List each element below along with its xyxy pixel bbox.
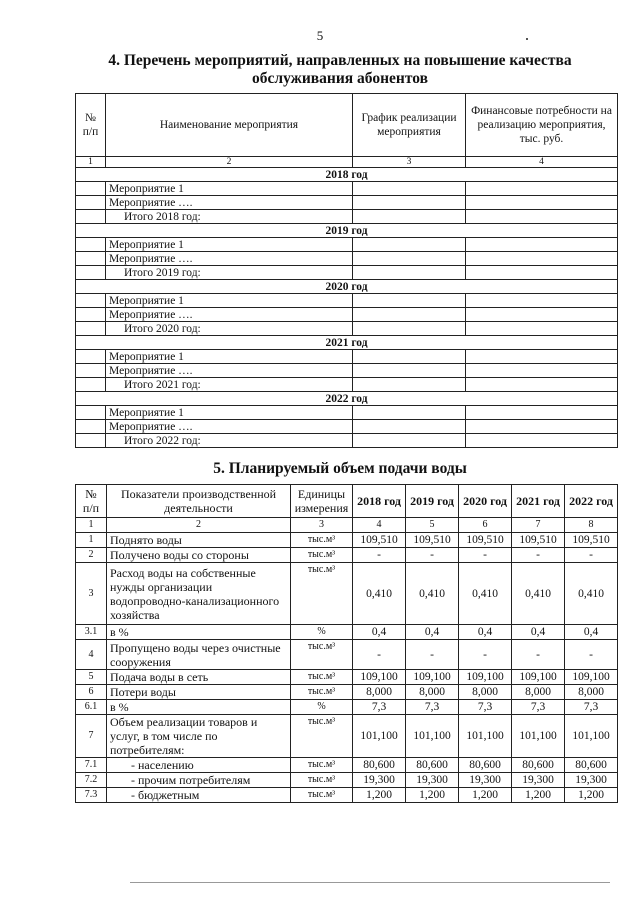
year-label: 2019 год [76, 224, 618, 238]
empty-cell [76, 266, 106, 280]
measure-row [76, 378, 618, 392]
empty-cell [466, 350, 618, 364]
measure-row [76, 252, 618, 266]
measure-name: Мероприятие 1 [106, 238, 353, 252]
measure-name: Мероприятие …. [106, 196, 353, 210]
supply-row [76, 625, 618, 640]
year-value: - [406, 640, 459, 670]
measure-row [76, 266, 618, 280]
year-value: 109,510 [512, 533, 565, 548]
year-value: 109,100 [565, 670, 618, 685]
empty-cell [76, 434, 106, 448]
year-value: - [353, 548, 406, 563]
empty-cell [353, 364, 466, 378]
year-value: 109,510 [406, 533, 459, 548]
measure-total: Итого 2021 год: [106, 378, 353, 392]
year-value: 7,3 [406, 700, 459, 715]
year-value: 8,000 [353, 685, 406, 700]
measures-header-row [76, 94, 618, 157]
year-value: 80,600 [353, 758, 406, 773]
measure-row [76, 294, 618, 308]
row-number: 6 [76, 685, 107, 700]
indicator-name: Получено воды со стороны [107, 548, 291, 563]
supply-row [76, 640, 618, 670]
row-number: 2 [76, 548, 107, 563]
year-value: - [406, 548, 459, 563]
year-value: 80,600 [406, 758, 459, 773]
year-label: 2021 год [76, 336, 618, 350]
water-supply-table [75, 484, 618, 803]
header-year: 2021 год [512, 485, 565, 518]
empty-cell [466, 378, 618, 392]
year-value: 1,200 [459, 788, 512, 803]
row-number: 7 [76, 715, 107, 758]
empty-cell [76, 210, 106, 224]
year-label: 2020 год [76, 280, 618, 294]
section4-title: 4. Перечень мероприятий, направленных на повышение качества обслуживания абонентов [108, 52, 572, 87]
year-value: - [459, 548, 512, 563]
header-measure-name: Наименование мероприятия [106, 94, 353, 157]
empty-cell [76, 322, 106, 336]
year-value: - [459, 640, 512, 670]
unit-label: тыс.м³ [291, 640, 353, 670]
year-value: 0,4 [353, 625, 406, 640]
year-value: - [565, 640, 618, 670]
year-value: 1,200 [565, 788, 618, 803]
header-year: 2022 год [565, 485, 618, 518]
measures-number-row [76, 157, 618, 168]
empty-cell [76, 252, 106, 266]
year-value: 0,4 [406, 625, 459, 640]
year-value: 0,410 [459, 563, 512, 625]
year-row [76, 224, 618, 238]
measure-name: Мероприятие 1 [106, 350, 353, 364]
measure-row [76, 238, 618, 252]
empty-cell [353, 378, 466, 392]
header-num: № п/п [76, 94, 106, 157]
header-year: 2019 год [406, 485, 459, 518]
measure-row [76, 420, 618, 434]
page-number: 5 [316, 28, 324, 43]
year-value: 0,410 [565, 563, 618, 625]
empty-cell [76, 308, 106, 322]
empty-cell [76, 182, 106, 196]
year-row [76, 280, 618, 294]
year-value: - [512, 640, 565, 670]
row-number: 7.3 [76, 788, 107, 803]
year-value: 7,3 [459, 700, 512, 715]
unit-label: тыс.м³ [291, 548, 353, 563]
measure-name: Мероприятие 1 [106, 294, 353, 308]
col-number: 2 [106, 157, 353, 168]
year-value: 7,3 [512, 700, 565, 715]
year-value: 0,410 [512, 563, 565, 625]
year-value: 19,300 [565, 773, 618, 788]
indicator-name: - бюджетным [107, 788, 291, 803]
empty-cell [353, 252, 466, 266]
unit-label: тыс.м³ [291, 788, 353, 803]
empty-cell [353, 266, 466, 280]
year-label: 2022 год [76, 392, 618, 406]
year-value: 19,300 [353, 773, 406, 788]
year-value: 0,4 [512, 625, 565, 640]
empty-cell [353, 294, 466, 308]
indicator-name: Пропущено воды через очистные сооружения [107, 640, 291, 670]
indicator-name: Поднято воды [107, 533, 291, 548]
page-bottom-line [130, 882, 610, 883]
unit-label: тыс.м³ [291, 670, 353, 685]
col-number: 5 [406, 518, 459, 533]
unit-label: тыс.м³ [291, 685, 353, 700]
year-value: 109,510 [353, 533, 406, 548]
measures-table [75, 93, 618, 448]
empty-cell [76, 420, 106, 434]
header-year: 2020 год [459, 485, 512, 518]
empty-cell [353, 322, 466, 336]
measure-name: Мероприятие …. [106, 420, 353, 434]
year-value: - [353, 640, 406, 670]
year-value: 0,4 [459, 625, 512, 640]
col-number: 3 [353, 157, 466, 168]
header-finance: Финансовые потребности на реализацию мероприятия, тыс. руб. [466, 94, 618, 157]
supply-row [76, 788, 618, 803]
unit-label: тыс.м³ [291, 563, 353, 625]
unit-label: тыс.м³ [291, 715, 353, 758]
supply-row [76, 758, 618, 773]
year-value: 101,100 [512, 715, 565, 758]
year-value: 80,600 [512, 758, 565, 773]
year-value: 0,4 [565, 625, 618, 640]
measure-name: Мероприятие …. [106, 364, 353, 378]
year-row [76, 168, 618, 182]
section5-title: 5. Планируемый объем подачи воды [213, 460, 467, 477]
unit-label: тыс.м³ [291, 773, 353, 788]
supply-row [76, 670, 618, 685]
empty-cell [466, 434, 618, 448]
year-value: 0,410 [353, 563, 406, 625]
year-value: 109,510 [459, 533, 512, 548]
measure-row [76, 182, 618, 196]
year-value: - [512, 548, 565, 563]
indicator-name: Потери воды [107, 685, 291, 700]
supply-row [76, 773, 618, 788]
measure-name: Мероприятие …. [106, 308, 353, 322]
empty-cell [353, 420, 466, 434]
year-value: 19,300 [512, 773, 565, 788]
supply-row [76, 548, 618, 563]
unit-label: % [291, 700, 353, 715]
indicator-name: в % [107, 625, 291, 640]
year-value: 1,200 [406, 788, 459, 803]
empty-cell [76, 378, 106, 392]
col-number: 2 [107, 518, 291, 533]
measure-name: Мероприятие 1 [106, 406, 353, 420]
empty-cell [76, 196, 106, 210]
row-number: 3 [76, 563, 107, 625]
measure-name: Мероприятие 1 [106, 182, 353, 196]
col-number: 1 [76, 518, 107, 533]
empty-cell [466, 252, 618, 266]
empty-cell [466, 294, 618, 308]
row-number: 7.2 [76, 773, 107, 788]
empty-cell [466, 308, 618, 322]
year-label: 2018 год [76, 168, 618, 182]
measure-row [76, 322, 618, 336]
empty-cell [466, 238, 618, 252]
indicator-name: Расход воды на собственные нужды организации водопроводно-канализационного хозяйства [107, 563, 291, 625]
col-number: 7 [512, 518, 565, 533]
empty-cell [466, 322, 618, 336]
empty-cell [353, 308, 466, 322]
supply-row [76, 700, 618, 715]
supply-row [76, 715, 618, 758]
header-unit: Единицы измерения [291, 485, 353, 518]
empty-cell [76, 406, 106, 420]
col-number: 1 [76, 157, 106, 168]
year-value: - [565, 548, 618, 563]
year-value: 101,100 [565, 715, 618, 758]
empty-cell [353, 434, 466, 448]
row-number: 1 [76, 533, 107, 548]
unit-label: тыс.м³ [291, 758, 353, 773]
supply-row [76, 563, 618, 625]
header-schedule: График реализации мероприятия [353, 94, 466, 157]
indicator-name: в % [107, 700, 291, 715]
indicator-name: - прочим потребителям [107, 773, 291, 788]
scan-speck [526, 38, 528, 40]
col-number: 4 [353, 518, 406, 533]
measure-row [76, 308, 618, 322]
year-value: 80,600 [565, 758, 618, 773]
row-number: 7.1 [76, 758, 107, 773]
measure-row [76, 364, 618, 378]
empty-cell [76, 350, 106, 364]
year-value: 1,200 [353, 788, 406, 803]
empty-cell [466, 196, 618, 210]
year-value: 80,600 [459, 758, 512, 773]
col-number: 6 [459, 518, 512, 533]
year-value: 109,100 [459, 670, 512, 685]
year-value: 101,100 [406, 715, 459, 758]
supply-row [76, 533, 618, 548]
empty-cell [353, 210, 466, 224]
col-number: 8 [565, 518, 618, 533]
measure-total: Итого 2022 год: [106, 434, 353, 448]
row-number: 5 [76, 670, 107, 685]
measure-row [76, 210, 618, 224]
header-num: № п/п [76, 485, 107, 518]
year-value: 1,200 [512, 788, 565, 803]
year-row [76, 336, 618, 350]
header-year: 2018 год [353, 485, 406, 518]
year-value: 109,100 [512, 670, 565, 685]
measure-name: Мероприятие …. [106, 252, 353, 266]
empty-cell [76, 364, 106, 378]
empty-cell [466, 210, 618, 224]
empty-cell [466, 266, 618, 280]
unit-label: тыс.м³ [291, 533, 353, 548]
measure-total: Итого 2019 год: [106, 266, 353, 280]
year-value: 7,3 [565, 700, 618, 715]
row-number: 3.1 [76, 625, 107, 640]
indicator-name: Подача воды в сеть [107, 670, 291, 685]
empty-cell [466, 420, 618, 434]
supply-row [76, 685, 618, 700]
measure-row [76, 434, 618, 448]
row-number: 6.1 [76, 700, 107, 715]
year-value: 0,410 [406, 563, 459, 625]
year-value: 7,3 [353, 700, 406, 715]
col-number: 3 [291, 518, 353, 533]
empty-cell [76, 294, 106, 308]
header-indicator: Показатели производственной деятельности [107, 485, 291, 518]
empty-cell [466, 364, 618, 378]
indicator-name: Объем реализации товаров и услуг, в том числе по потребителям: [107, 715, 291, 758]
empty-cell [353, 196, 466, 210]
supply-header-row [76, 485, 618, 518]
year-value: 8,000 [565, 685, 618, 700]
empty-cell [353, 350, 466, 364]
year-value: 109,100 [353, 670, 406, 685]
year-value: 101,100 [459, 715, 512, 758]
col-number: 4 [466, 157, 618, 168]
measure-row [76, 406, 618, 420]
empty-cell [466, 182, 618, 196]
year-value: 8,000 [459, 685, 512, 700]
empty-cell [353, 238, 466, 252]
supply-number-row [76, 518, 618, 533]
year-value: 19,300 [406, 773, 459, 788]
measure-total: Итого 2018 год: [106, 210, 353, 224]
year-value: 8,000 [512, 685, 565, 700]
empty-cell [353, 182, 466, 196]
year-row [76, 392, 618, 406]
measure-row [76, 350, 618, 364]
year-value: 109,100 [406, 670, 459, 685]
year-value: 19,300 [459, 773, 512, 788]
indicator-name: - населению [107, 758, 291, 773]
row-number: 4 [76, 640, 107, 670]
empty-cell [466, 406, 618, 420]
measure-row [76, 196, 618, 210]
year-value: 8,000 [406, 685, 459, 700]
year-value: 101,100 [353, 715, 406, 758]
empty-cell [353, 406, 466, 420]
unit-label: % [291, 625, 353, 640]
year-value: 109,510 [565, 533, 618, 548]
empty-cell [76, 238, 106, 252]
measure-total: Итого 2020 год: [106, 322, 353, 336]
